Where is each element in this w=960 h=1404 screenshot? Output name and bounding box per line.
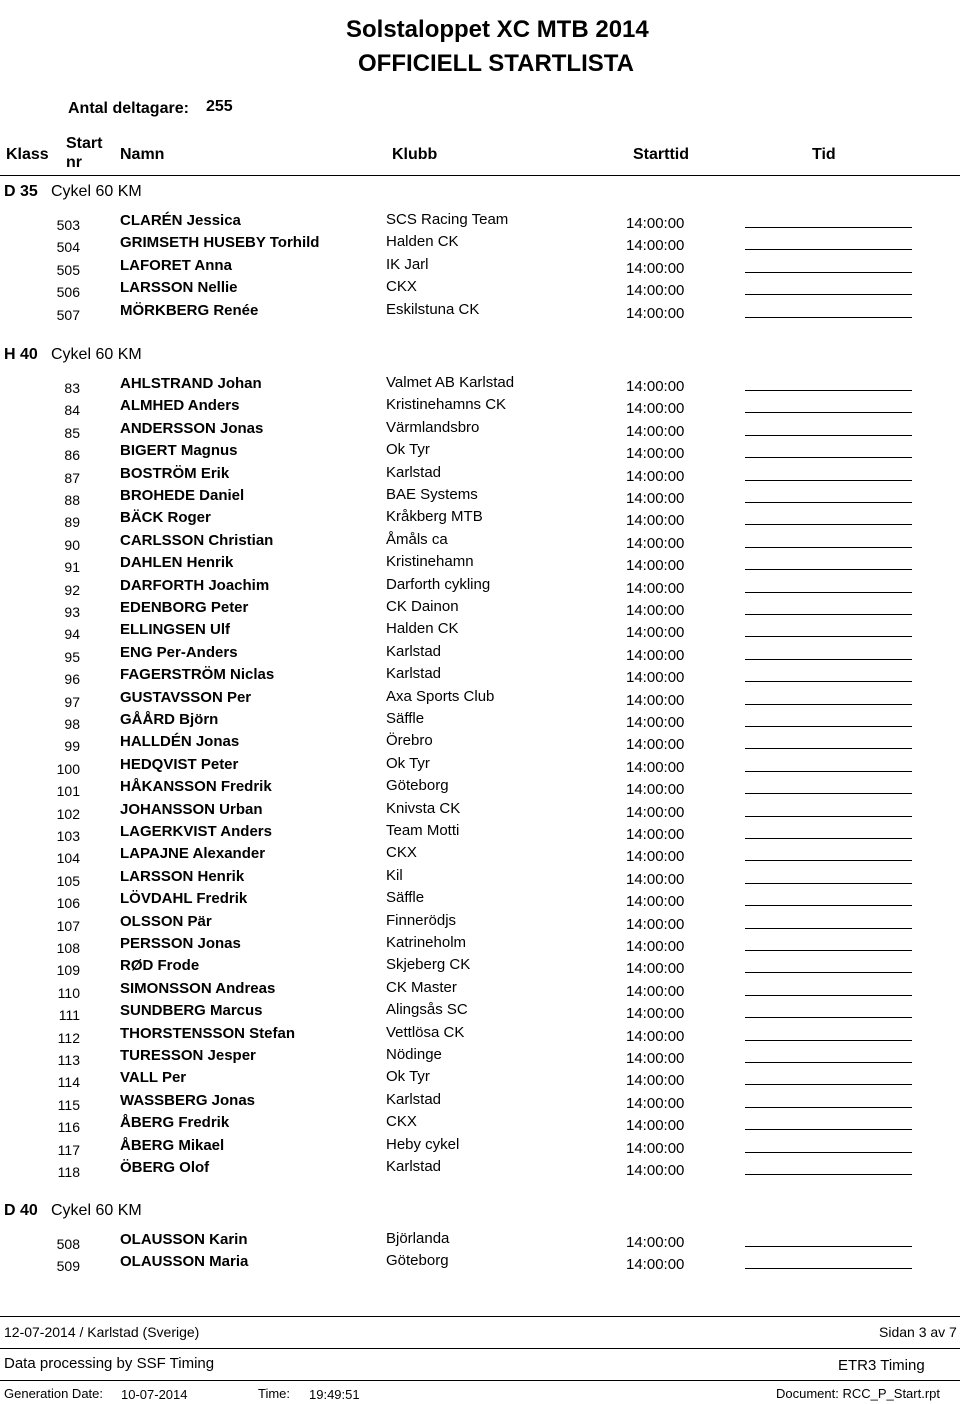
club-name: Kråkberg MTB (386, 508, 483, 526)
club-name: Katrineholm (386, 934, 467, 951)
athlete-name: ÖBERG Olof (120, 1159, 210, 1176)
start-number: 105 (56, 872, 80, 889)
start-number: 101 (56, 783, 80, 800)
footer-divider-bottom (0, 1380, 960, 1381)
athlete-name: ÅBERG Fredrik (120, 1114, 230, 1132)
athlete-name: RØD Frode (120, 957, 200, 975)
participants-label: Antal deltagare: (68, 100, 189, 117)
athlete-name: GRIMSETH HUSEBY Torhild (120, 234, 320, 252)
start-number: 103 (56, 828, 80, 844)
athlete-name: OLSSON Pär (120, 912, 212, 930)
start-number: 114 (57, 1074, 80, 1091)
table-row (0, 420, 960, 442)
start-number: 92 (64, 581, 80, 598)
time-blank-line (745, 659, 912, 660)
athlete-name: LAGERKVIST Anders (120, 823, 272, 840)
club-name: Göteborg (386, 777, 449, 795)
start-number: 508 (56, 1236, 80, 1252)
table-row (0, 980, 960, 1002)
table-row (0, 1231, 960, 1253)
start-number: 113 (57, 1052, 80, 1068)
start-time: 14:00:00 (626, 400, 685, 418)
table-row (0, 1092, 960, 1114)
table-row (0, 711, 960, 733)
athlete-name: ÅBERG Mikael (120, 1136, 225, 1154)
athlete-name: EDENBORG Peter (120, 599, 249, 616)
athlete-name: PERSSON Jonas (120, 935, 241, 952)
table-row (0, 621, 960, 643)
athlete-name: SUNDBERG Marcus (120, 1002, 263, 1020)
club-name: Eskilstuna CK (386, 300, 480, 318)
table-row (0, 1137, 960, 1159)
club-name: Kristinehamn (386, 553, 474, 571)
club-name: Göteborg (386, 1252, 449, 1270)
table-row (0, 913, 960, 935)
club-name: Åmåls ca (386, 530, 448, 548)
athlete-name: ALMHED Anders (120, 397, 240, 415)
start-number: 504 (56, 239, 80, 256)
time-blank-line (745, 1062, 912, 1063)
time-blank-line (745, 480, 912, 481)
footer-system: ETR3 Timing (838, 1357, 925, 1374)
group-klass: D 35 (4, 183, 38, 200)
table-row (0, 509, 960, 531)
start-time: 14:00:00 (626, 1094, 685, 1112)
start-time: 14:00:00 (626, 848, 685, 866)
start-time: 14:00:00 (626, 982, 685, 1000)
start-time: 14:00:00 (626, 282, 685, 300)
athlete-name: BOSTRÖM Erik (120, 464, 230, 482)
table-row (0, 1069, 960, 1091)
start-time: 14:00:00 (626, 1256, 685, 1274)
athlete-name: JOHANSSON Urban (120, 800, 263, 818)
footer-gen-date: 10-07-2014 (121, 1387, 188, 1402)
athlete-name: ENG Per-Anders (120, 643, 238, 661)
title-line-1: Solstaloppet XC MTB 2014 (346, 16, 649, 43)
athlete-name: BROHEDE Daniel (120, 487, 245, 504)
athlete-name: BIGERT Magnus (120, 442, 238, 460)
club-name: Skjeberg CK (386, 956, 471, 974)
table-row (0, 823, 960, 845)
table-row (0, 1025, 960, 1047)
start-number: 503 (56, 217, 80, 233)
club-name: Halden CK (386, 620, 459, 638)
table-row (0, 532, 960, 554)
group-klass: H 40 (4, 346, 38, 363)
time-blank-line (745, 272, 912, 273)
time-blank-line (745, 972, 912, 973)
club-name: Alingsås SC (386, 1001, 468, 1019)
start-time: 14:00:00 (626, 557, 685, 575)
start-time: 14:00:00 (626, 215, 685, 232)
footer-divider-top (0, 1316, 960, 1317)
time-blank-line (745, 883, 912, 884)
table-row (0, 1002, 960, 1024)
start-time: 14:00:00 (626, 1234, 685, 1251)
start-time: 14:00:00 (626, 758, 685, 776)
time-blank-line (745, 1246, 912, 1247)
time-blank-line (745, 838, 912, 839)
start-time: 14:00:00 (626, 781, 685, 799)
athlete-name: TURESSON Jesper (120, 1047, 256, 1064)
start-time: 14:00:00 (626, 467, 685, 485)
club-name: CKX (386, 278, 417, 296)
time-blank-line (745, 1174, 912, 1175)
time-blank-line (745, 726, 912, 727)
start-number: 91 (64, 559, 80, 576)
start-time: 14:00:00 (626, 304, 685, 322)
time-blank-line (745, 317, 912, 318)
start-time: 14:00:00 (626, 1139, 685, 1157)
table-row (0, 666, 960, 688)
table-row (0, 689, 960, 711)
table-row (0, 1114, 960, 1136)
club-name: Värmlandsbro (386, 418, 480, 436)
start-time: 14:00:00 (626, 422, 685, 440)
time-blank-line (745, 793, 912, 794)
table-row (0, 733, 960, 755)
time-blank-line (745, 928, 912, 929)
group-category: Cykel 60 KM (51, 346, 142, 363)
footer-divider-middle (0, 1348, 960, 1349)
footer-processing: Data processing by SSF Timing (4, 1355, 215, 1372)
start-time: 14:00:00 (626, 826, 685, 843)
start-number: 100 (56, 760, 80, 777)
start-time: 14:00:00 (626, 1117, 685, 1135)
start-number: 96 (64, 671, 80, 688)
athlete-name: CARLSSON Christian (120, 531, 274, 549)
start-time: 14:00:00 (626, 534, 685, 552)
table-row (0, 212, 960, 234)
start-number: 506 (56, 284, 80, 301)
start-time: 14:00:00 (626, 1005, 685, 1023)
start-number: 109 (56, 962, 80, 979)
start-time: 14:00:00 (626, 237, 685, 255)
start-time: 14:00:00 (626, 579, 685, 597)
time-blank-line (745, 1017, 912, 1018)
start-time: 14:00:00 (626, 1027, 685, 1045)
time-blank-line (745, 1152, 912, 1153)
club-name: IK Jarl (386, 255, 429, 273)
club-name: Karlstad (386, 1090, 442, 1108)
start-number: 507 (56, 306, 80, 323)
time-blank-line (745, 995, 912, 996)
time-blank-line (745, 1107, 912, 1108)
athlete-name: AHLSTRAND Johan (120, 375, 262, 392)
start-number: 106 (56, 895, 80, 912)
start-time: 14:00:00 (626, 691, 685, 709)
club-name: Karlstad (386, 463, 442, 481)
athlete-name: VALL Per (120, 1069, 187, 1087)
participants-count: 255 (206, 98, 233, 115)
table-row (0, 957, 960, 979)
start-number: 102 (56, 805, 80, 822)
table-row (0, 397, 960, 419)
table-row (0, 845, 960, 867)
header-divider (0, 175, 960, 176)
start-number: 117 (57, 1141, 80, 1158)
start-time: 14:00:00 (626, 803, 685, 821)
time-blank-line (745, 860, 912, 861)
column-nr: nr (66, 154, 82, 171)
athlete-name: LAFORET Anna (120, 256, 232, 274)
start-number: 112 (57, 1029, 80, 1046)
start-time: 14:00:00 (626, 624, 685, 642)
time-blank-line (745, 704, 912, 705)
start-number: 95 (64, 648, 80, 665)
club-name: Heby cykel (386, 1135, 460, 1153)
start-number: 93 (64, 604, 80, 620)
start-number: 90 (64, 536, 80, 553)
start-time: 14:00:00 (626, 646, 685, 664)
footer-gen-label: Generation Date: (4, 1386, 104, 1401)
athlete-name: GÅÅRD Björn (120, 711, 219, 728)
start-number: 108 (56, 940, 80, 956)
start-number: 85 (64, 424, 80, 441)
club-name: Ok Tyr (386, 754, 430, 772)
start-number: 84 (64, 402, 80, 419)
athlete-name: LÖVDAHL Fredrik (120, 890, 248, 908)
club-name: Säffle (386, 889, 425, 907)
table-row (0, 890, 960, 912)
start-time: 14:00:00 (626, 602, 685, 619)
start-number: 83 (64, 380, 80, 396)
athlete-name: HÅKANSSON Fredrik (120, 778, 272, 796)
start-number: 110 (57, 984, 80, 1001)
footer-date-place: 12-07-2014 / Karlstad (Sverige) (4, 1324, 200, 1340)
club-name: Björlanda (386, 1230, 450, 1247)
group-category: Cykel 60 KM (51, 1202, 142, 1219)
column-tid: Tid (812, 146, 836, 163)
table-row (0, 801, 960, 823)
athlete-name: LARSSON Nellie (120, 279, 238, 297)
start-time: 14:00:00 (626, 1072, 685, 1090)
group-category: Cykel 60 KM (51, 183, 142, 200)
time-blank-line (745, 547, 912, 548)
athlete-name: LAPAJNE Alexander (120, 845, 266, 863)
start-number: 118 (57, 1164, 80, 1180)
athlete-name: CLARÉN Jessica (120, 212, 241, 229)
table-row (0, 1047, 960, 1069)
start-number: 116 (57, 1119, 80, 1136)
athlete-name: BÄCK Roger (120, 509, 211, 527)
footer-page: Sidan 3 av 7 (879, 1324, 957, 1340)
athlete-name: HALLDÉN Jonas (120, 733, 240, 751)
table-row (0, 279, 960, 301)
start-time: 14:00:00 (626, 915, 685, 933)
athlete-name: THORSTENSSON Stefan (120, 1024, 296, 1042)
start-number: 509 (56, 1258, 80, 1275)
club-name: Karlstad (386, 642, 442, 660)
table-row (0, 644, 960, 666)
athlete-name: MÖRKBERG Renée (120, 301, 259, 319)
table-row (0, 554, 960, 576)
club-name: Knivsta CK (386, 799, 461, 817)
time-blank-line (745, 294, 912, 295)
time-blank-line (745, 435, 912, 436)
athlete-name: OLAUSSON Maria (120, 1253, 249, 1271)
table-row (0, 599, 960, 621)
athlete-name: LARSSON Henrik (120, 867, 245, 885)
title-line-2: OFFICIELL STARTLISTA (358, 50, 634, 77)
start-number: 97 (64, 693, 80, 710)
club-name: Vettlösa CK (386, 1023, 465, 1041)
start-time: 14:00:00 (626, 1050, 685, 1067)
club-name: Finnerödjs (386, 911, 457, 929)
club-name: Halden CK (386, 233, 459, 251)
start-time: 14:00:00 (626, 893, 685, 911)
start-number: 115 (57, 1096, 80, 1113)
time-blank-line (745, 1084, 912, 1085)
column-start: Start (66, 135, 103, 152)
table-row (0, 935, 960, 957)
club-name: Karlstad (386, 665, 442, 683)
start-time: 14:00:00 (626, 714, 685, 731)
time-blank-line (745, 681, 912, 682)
start-time: 14:00:00 (626, 490, 685, 507)
club-name: Säffle (386, 710, 425, 727)
time-blank-line (745, 905, 912, 906)
time-blank-line (745, 1268, 912, 1269)
start-time: 14:00:00 (626, 512, 685, 530)
column-klass: Klass (6, 146, 49, 163)
footer-time-value: 19:49:51 (309, 1387, 360, 1402)
time-blank-line (745, 950, 912, 951)
club-name: BAE Systems (386, 486, 478, 503)
time-blank-line (745, 249, 912, 250)
time-blank-line (745, 524, 912, 525)
table-row (0, 868, 960, 890)
club-name: CKX (386, 1113, 417, 1131)
start-number: 88 (64, 492, 80, 508)
club-name: CKX (386, 844, 417, 862)
club-name: CK Dainon (386, 598, 459, 615)
club-name: Karlstad (386, 1158, 442, 1175)
footer-time-label: Time: (258, 1386, 291, 1401)
time-blank-line (745, 816, 912, 817)
table-row (0, 756, 960, 778)
footer-document: Document: RCC_P_Start.rpt (776, 1386, 941, 1401)
club-name: Team Motti (386, 822, 460, 839)
athlete-name: FAGERSTRÖM Niclas (120, 666, 275, 684)
time-blank-line (745, 614, 912, 615)
table-row (0, 234, 960, 256)
club-name: CK Master (386, 978, 457, 996)
start-number: 89 (64, 514, 80, 531)
table-row (0, 1159, 960, 1181)
table-row (0, 465, 960, 487)
table-row (0, 257, 960, 279)
column-starttid: Starttid (633, 146, 689, 163)
club-name: Kristinehamns CK (386, 396, 507, 414)
time-blank-line (745, 227, 912, 228)
start-time: 14:00:00 (626, 669, 685, 687)
start-number: 111 (58, 1007, 80, 1024)
start-time: 14:00:00 (626, 445, 685, 463)
start-time: 14:00:00 (626, 378, 685, 395)
club-name: Ok Tyr (386, 1068, 430, 1086)
time-blank-line (745, 569, 912, 570)
start-number: 104 (56, 850, 80, 867)
club-name: Örebro (386, 732, 433, 750)
club-name: Ok Tyr (386, 441, 430, 459)
start-time: 14:00:00 (626, 960, 685, 978)
start-time: 14:00:00 (626, 938, 685, 955)
athlete-name: ELLINGSEN Ulf (120, 621, 231, 639)
club-name: Kil (386, 866, 403, 884)
start-number: 94 (64, 626, 80, 643)
time-blank-line (745, 502, 912, 503)
time-blank-line (745, 457, 912, 458)
athlete-name: WASSBERG Jonas (120, 1091, 256, 1109)
group-klass: D 40 (4, 1202, 38, 1219)
club-name: Nödinge (386, 1046, 442, 1063)
column-namn: Namn (120, 146, 165, 163)
start-number: 99 (64, 738, 80, 755)
time-blank-line (745, 636, 912, 637)
table-row (0, 487, 960, 509)
time-blank-line (745, 771, 912, 772)
start-number: 107 (56, 917, 80, 934)
time-blank-line (745, 412, 912, 413)
club-name: SCS Racing Team (386, 211, 509, 228)
athlete-name: GUSTAVSSON Per (120, 688, 252, 706)
time-blank-line (745, 592, 912, 593)
time-blank-line (745, 1040, 912, 1041)
table-row (0, 442, 960, 464)
athlete-name: OLAUSSON Karin (120, 1231, 248, 1248)
athlete-name: HEDQVIST Peter (120, 755, 239, 773)
column-klubb: Klubb (392, 146, 438, 163)
start-time: 14:00:00 (626, 870, 685, 888)
table-row (0, 577, 960, 599)
time-blank-line (745, 1129, 912, 1130)
start-time: 14:00:00 (626, 736, 685, 754)
table-row (0, 778, 960, 800)
table-row (0, 1253, 960, 1275)
start-number: 87 (64, 469, 80, 486)
start-time: 14:00:00 (626, 259, 685, 277)
table-row (0, 375, 960, 397)
start-time: 14:00:00 (626, 1162, 685, 1179)
club-name: Axa Sports Club (386, 687, 495, 705)
time-blank-line (745, 390, 912, 391)
club-name: Darforth cykling (386, 575, 491, 593)
athlete-name: ANDERSSON Jonas (120, 419, 264, 437)
athlete-name: DAHLEN Henrik (120, 554, 234, 572)
athlete-name: DARFORTH Joachim (120, 576, 270, 594)
start-number: 505 (56, 261, 80, 278)
time-blank-line (745, 748, 912, 749)
athlete-name: SIMONSSON Andreas (120, 979, 276, 997)
start-number: 98 (64, 716, 80, 732)
start-number: 86 (64, 447, 80, 464)
club-name: Valmet AB Karlstad (386, 374, 515, 391)
table-row (0, 302, 960, 324)
